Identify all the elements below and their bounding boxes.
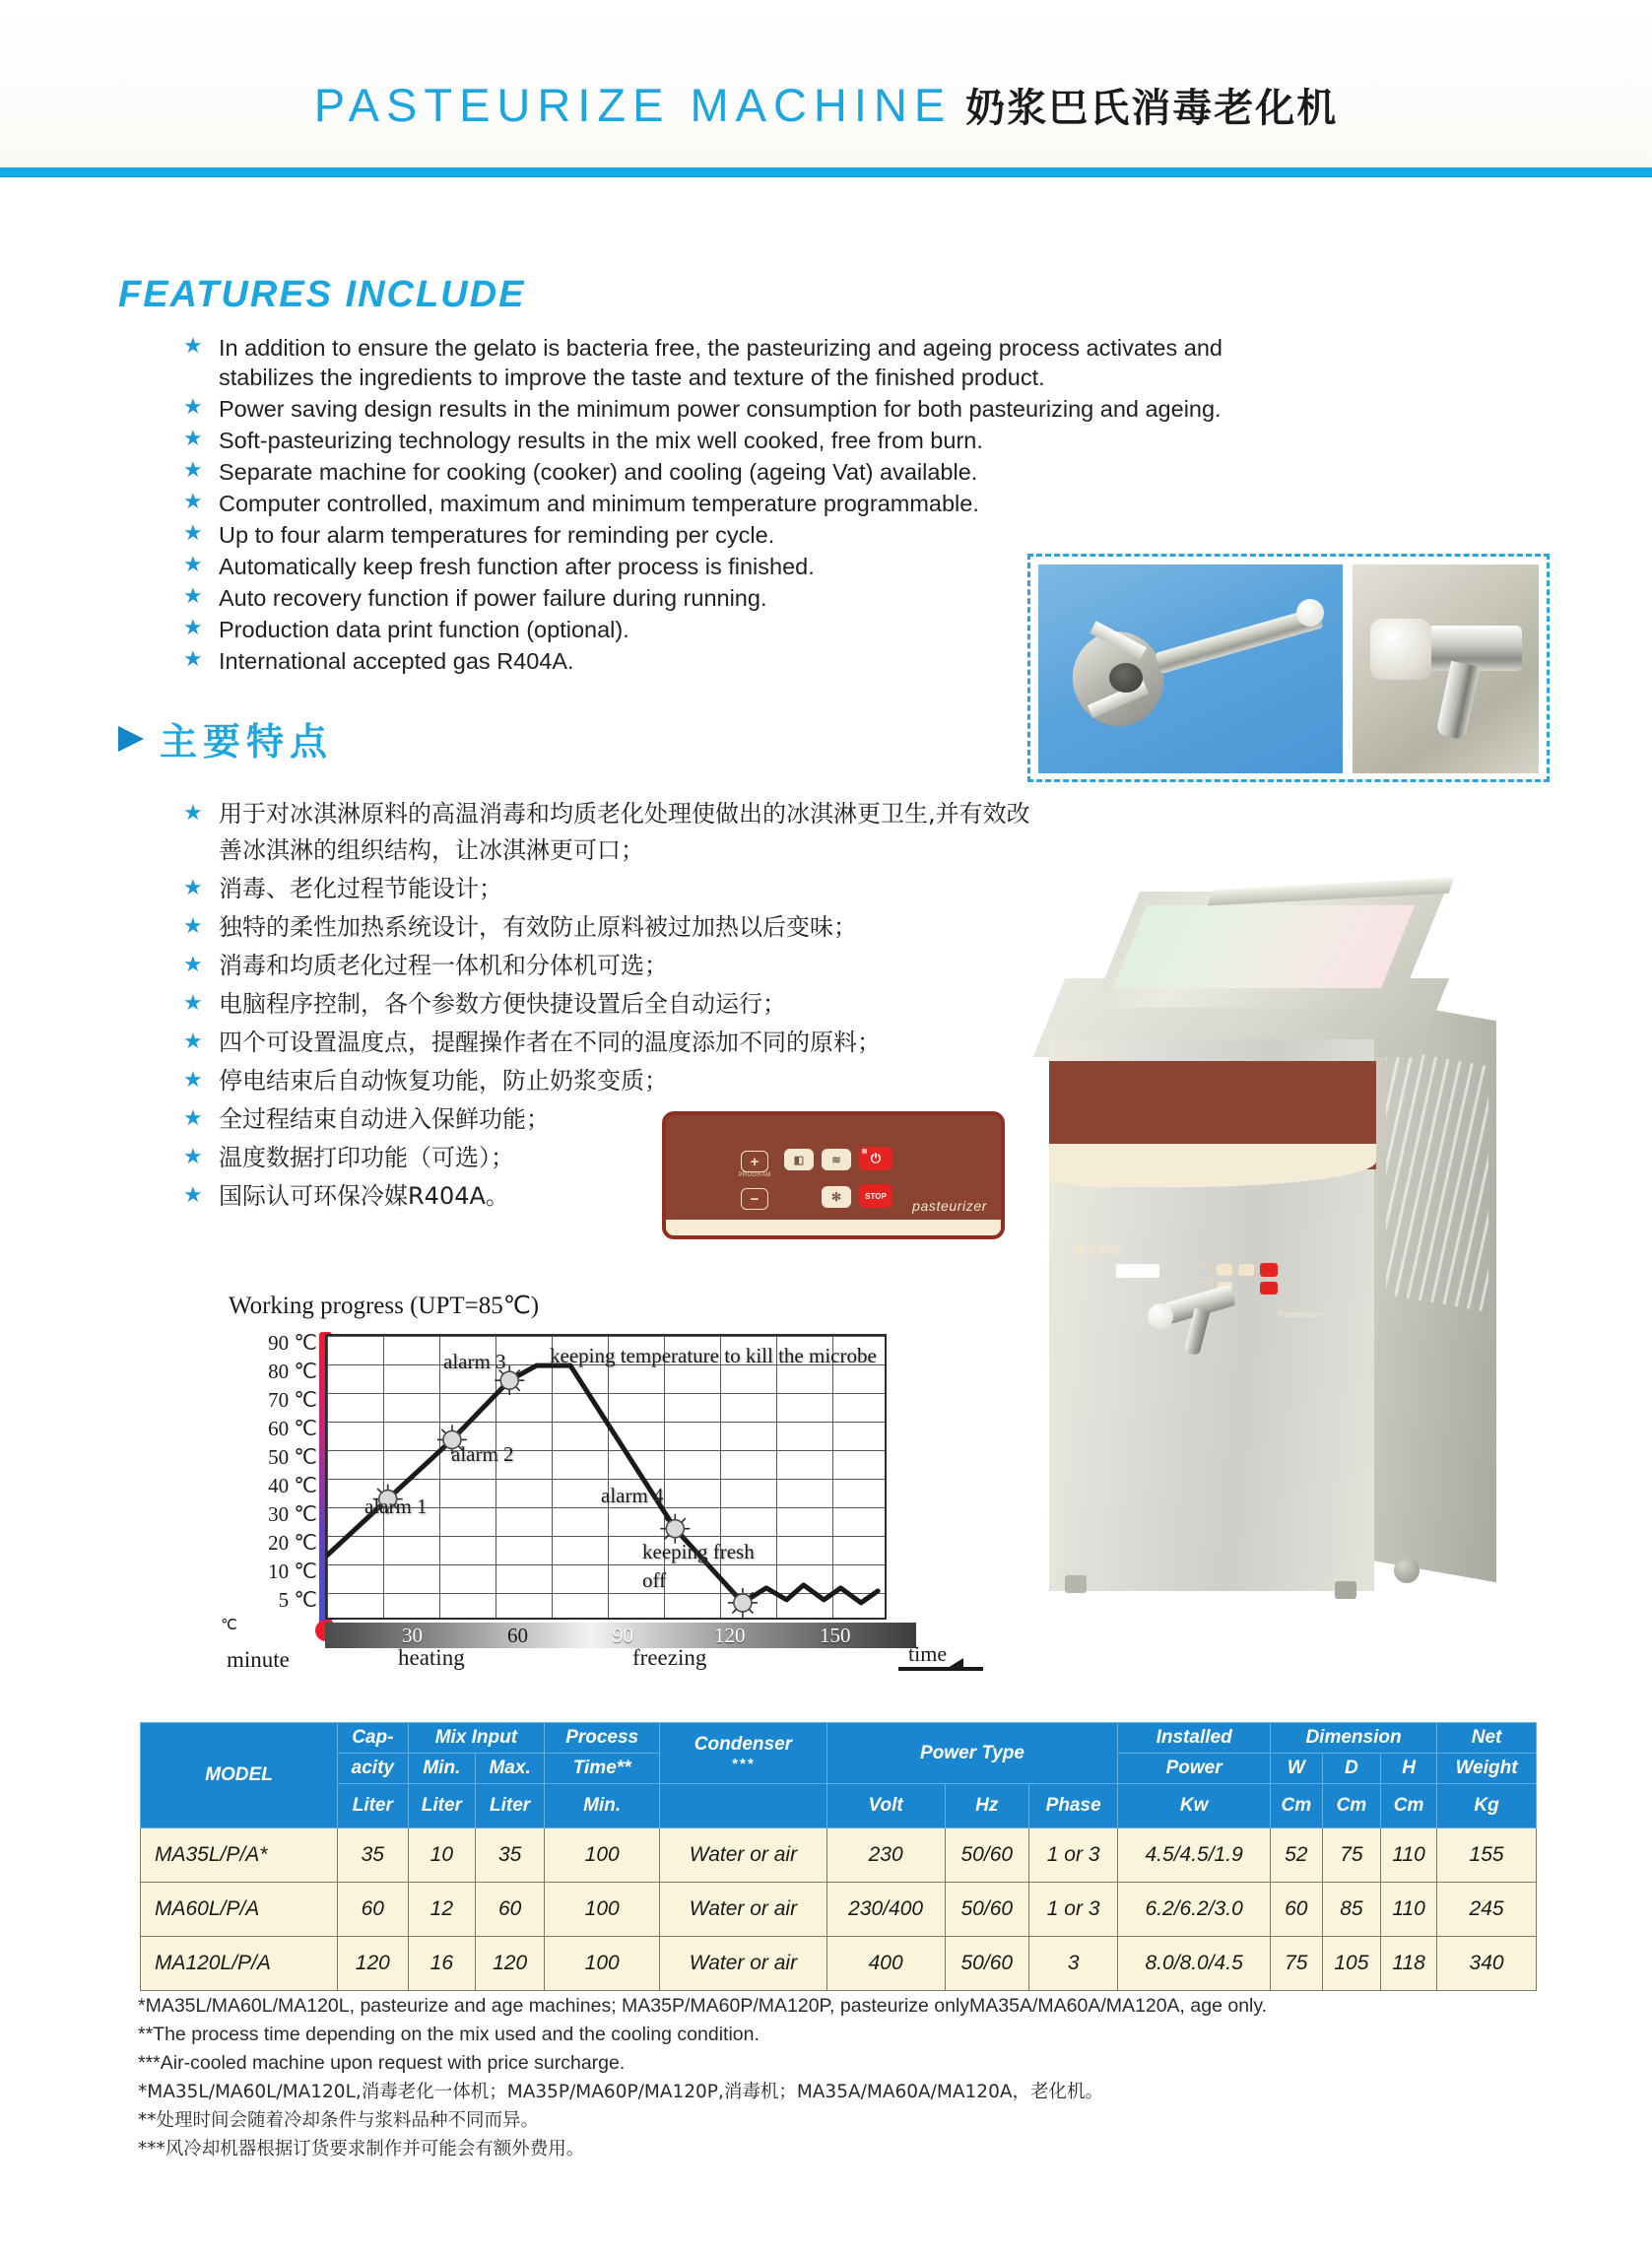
tap-body [1427,626,1522,671]
x-tick: 120 [714,1624,746,1647]
unit-phase: Phase [1028,1784,1117,1828]
footnote-line: *MA35L/MA60L/MA120L,消毒老化一体机；MA35P/MA60P/MA120P,消毒机；MA35A/MA60A/MA120A，老化机。 [138,2082,1103,2102]
agitator-photo [1038,564,1343,773]
list-item [183,796,1030,869]
machine-caster-wheel [1394,1558,1420,1583]
table-unit-row [141,1784,1537,1828]
cell-volt: 230/400 [826,1883,945,1937]
star-icon: ★ [183,913,203,938]
chart-axis-arrow-rule [898,1667,983,1671]
chart-plot-area [325,1334,887,1620]
cell-phase: 1 or 3 [1028,1828,1117,1883]
cell-min: 12 [408,1883,475,1937]
list-item-text: 电脑程序控制，各个参数方便快捷设置后全自动运行； [219,990,786,1018]
star-icon: ★ [183,875,203,899]
features-heading: FEATURES INCLUDE [118,274,526,315]
agitator-cap [1296,599,1324,627]
cell-hz: 50/60 [945,1828,1028,1883]
triangle-right-icon [118,726,144,752]
col-installed-2: Power [1118,1754,1271,1784]
list-item-text: Soft-pasteurizing technology results in the mix well cooked, free from burn. [219,428,983,453]
annotation-off: off [642,1568,667,1592]
table-header-row [141,1723,1537,1754]
list-item-text: 消毒和均质老化过程一体机和分体机可选； [219,952,668,979]
col-dimension: Dimension [1270,1723,1436,1754]
col-d: D [1322,1754,1380,1784]
col-process-2: Time** [545,1754,660,1784]
program-label: PROGRAM [738,1172,771,1178]
list-item [183,1025,1030,1061]
cell-process-time: 100 [545,1883,660,1937]
star-icon: ★ [183,990,203,1015]
chart-y-axis-labels [219,1330,317,1616]
cell-w: 75 [1270,1937,1322,1991]
features-heading-chinese [118,711,333,765]
table-body [141,1828,1537,1991]
cell-phase: 3 [1028,1937,1117,1991]
increment-button[interactable]: + [741,1151,768,1172]
cell-w: 52 [1270,1828,1322,1883]
y-tick: 40 ℃ [268,1474,317,1497]
unit-min: Liter [408,1784,475,1828]
cell-volt: 400 [826,1937,945,1991]
star-icon: ★ [183,583,203,608]
col-model: MODEL [141,1723,338,1828]
star-icon: ★ [183,800,203,825]
specification-table [140,1722,1537,1991]
col-mix-input: Mix Input [408,1723,545,1754]
list-item-text: 温度数据打印功能（可选）； [219,1144,514,1171]
star-icon: ★ [183,552,203,576]
cell-h: 110 [1381,1883,1437,1937]
cell-d: 75 [1322,1828,1380,1883]
star-icon: ★ [183,952,203,976]
unit-condenser [660,1784,826,1828]
col-net-2: Weight [1437,1754,1537,1784]
table-row [141,1828,1537,1883]
list-item [183,333,1296,392]
cell-power: 8.0/8.0/4.5 [1118,1937,1271,1991]
list-item [183,457,1296,487]
cell-d: 105 [1322,1937,1380,1991]
machine-mode-button[interactable] [1217,1264,1232,1276]
cell-power: 6.2/6.2/3.0 [1118,1883,1271,1937]
list-item [183,986,1030,1023]
machine-foot [1065,1575,1087,1593]
snowflake-icon[interactable]: ✻ [822,1186,851,1208]
star-icon: ★ [183,1105,203,1130]
annotation-alarm-4: alarm 4 [601,1484,664,1507]
star-icon: ★ [183,646,203,671]
unit-d: Cm [1322,1784,1380,1828]
cell-capacity: 120 [338,1937,409,1991]
unit-process-time: Min. [545,1784,660,1828]
y-tick: 80 ℃ [268,1360,317,1383]
col-max: Max. [476,1754,545,1784]
cell-weight: 245 [1437,1883,1537,1937]
list-item-text: 全过程结束自动进入保鲜功能； [219,1105,550,1133]
unit-capacity: Liter [338,1784,409,1828]
table-row [141,1937,1537,1991]
list-item-text: 停电结束后自动恢复功能，防止奶浆变质； [219,1067,668,1095]
list-item-text: Auto recovery function if power failure during running. [219,585,767,611]
cell-h: 110 [1381,1828,1437,1883]
chart-y-axis-unit: ℃ [221,1618,237,1633]
x-tick: 90 [613,1624,633,1647]
unit-w: Cm [1270,1784,1322,1828]
cell-hz: 50/60 [945,1883,1028,1937]
machine-panel-brand: Pasteurizer [1278,1309,1323,1319]
y-tick: 90 ℃ [268,1331,317,1355]
unit-hz: Hz [945,1784,1028,1828]
list-item-text: 国际认可环保冷媒R404A。 [219,1182,509,1210]
annotation-alarm-1: alarm 1 [364,1494,428,1518]
discharge-tap-photo [1353,564,1539,773]
list-item [183,394,1296,424]
cell-hz: 50/60 [945,1937,1028,1991]
list-item-text: Computer controlled, maximum and minimum temperature programmable. [219,491,979,516]
machine-tap-knob [1148,1303,1173,1329]
unit-volt: Volt [826,1784,945,1828]
col-process-1: Process [545,1723,660,1754]
machine-increment-button[interactable] [1195,1264,1213,1278]
annotation-keeping-fresh: keeping fresh [642,1540,755,1563]
cell-condenser: Water or air [660,1883,826,1937]
working-progress-chart [219,1291,967,1685]
control-panel-illustration [662,1111,1005,1239]
cell-d: 85 [1322,1883,1380,1937]
cell-condenser: Water or air [660,1937,826,1991]
star-icon: ★ [183,333,203,358]
col-condenser-label: Condenser [694,1734,793,1755]
y-tick: 30 ℃ [268,1502,317,1526]
machine-heat-button[interactable] [1238,1264,1254,1276]
cell-w: 60 [1270,1883,1322,1937]
list-item-text: 用于对冰淇淋原料的高温消毒和均质老化处理使做出的冰淇淋更卫生,并有效改善冰淇淋的组织结构，让冰淇淋更可口； [219,800,1030,864]
list-item [183,1063,1030,1099]
tap-spout [1435,661,1480,741]
cell-model: MA35L/P/A* [141,1828,338,1883]
unit-power: Kw [1118,1784,1271,1828]
star-icon: ★ [183,1029,203,1053]
list-item [183,909,1030,946]
y-tick: 50 ℃ [268,1445,317,1469]
page-header [0,0,1652,175]
list-item [183,948,1030,984]
list-item-text: Power saving design results in the minimum power consumption for both pasteurizing and ageing. [219,396,1222,422]
footnotes-block [138,1992,1537,2163]
list-item-text: Automatically keep fresh function after process is finished. [219,554,815,579]
stop-button[interactable]: STOP [859,1184,892,1208]
heat-mode-icon[interactable]: ≋ [822,1149,851,1170]
header-divider-rule [0,167,1652,176]
chart-title: Working progress (UPT=85℃) [229,1293,540,1319]
machine-power-button[interactable] [1260,1263,1278,1277]
list-item [183,426,1296,455]
y-tick: 20 ℃ [268,1531,317,1555]
accessory-photo-group [1027,554,1550,782]
star-icon: ★ [183,394,203,419]
star-icon: ★ [183,1182,203,1207]
machine-vent-grille [1386,1048,1488,1312]
chart-axis-arrow-icon [948,1658,963,1668]
panel-brand-label: pasteurizer [912,1198,987,1214]
y-tick: 10 ℃ [268,1560,317,1583]
features-heading-chinese-text: 主要特点 [160,722,334,764]
col-h: H [1381,1754,1437,1784]
header-title [0,77,1652,133]
tap-knob [1370,619,1431,680]
col-net-1: Net [1437,1723,1537,1754]
cell-volt: 230 [826,1828,945,1883]
cell-min: 16 [408,1937,475,1991]
col-capacity-1: Cap- [338,1723,409,1754]
page-title-english: PASTEURIZE MACHINE [313,79,953,131]
cell-power: 4.5/4.5/1.9 [1118,1828,1271,1883]
list-item-text: 独特的柔性加热系统设计，有效防止原料被过加热以后变味； [219,913,857,941]
cell-max: 60 [476,1883,545,1937]
col-power-type: Power Type [826,1723,1118,1784]
x-tick: 150 [820,1624,851,1647]
list-item-text: Production data print function (optional). [219,617,629,642]
col-capacity-2: acity [338,1754,409,1784]
table-row [141,1883,1537,1937]
cell-min: 10 [408,1828,475,1883]
col-w: W [1270,1754,1322,1784]
annotation-alarm-3: alarm 3 [443,1350,506,1373]
footnote-line: **处理时间会随着冷却条件与浆料品种不同而异。 [138,2110,540,2131]
machine-brand-logo: 维尔利特 [1075,1245,1122,1257]
star-icon: ★ [183,457,203,482]
cell-condenser: Water or air [660,1828,826,1883]
cell-max: 35 [476,1828,545,1883]
machine-photo [1039,892,1502,1640]
list-item-text: Up to four alarm temperatures for reminding per cycle. [219,522,775,548]
list-item-text: In addition to ensure the gelato is bacteria free, the pasteurizing and ageing process activates and stabilizes the ingredients to improve the taste and texture of the finished product. [219,335,1222,390]
list-item [183,871,1030,907]
unit-weight: Kg [1437,1784,1537,1828]
y-tick: 5 ℃ [278,1588,317,1612]
list-item [183,520,1296,550]
power-led-icon [862,1149,867,1154]
cell-weight: 340 [1437,1937,1537,1991]
cell-h: 118 [1381,1937,1437,1991]
col-min: Min. [408,1754,475,1784]
annotation-keeping-temperature: keeping temperature to kill the microbe [550,1344,877,1367]
footnote-line: ***风冷却机器根据订货要求制作并可能会有额外费用。 [138,2139,585,2159]
machine-foot [1335,1581,1356,1599]
machine-lid-pane [1113,905,1415,988]
unit-h: Cm [1381,1784,1437,1828]
cell-model: MA120L/P/A [141,1937,338,1991]
cell-model: MA60L/P/A [141,1883,338,1937]
x-tick: 30 [402,1624,423,1647]
annotation-alarm-2: alarm 2 [451,1442,514,1466]
star-icon: ★ [183,1144,203,1168]
table-header [141,1723,1537,1828]
cell-phase: 1 or 3 [1028,1883,1117,1937]
col-installed-1: Installed [1118,1723,1271,1754]
footnote-line: ***Air-cooled machine upon request with price surcharge. [138,2052,626,2074]
pasteurize-mode-icon[interactable]: ◧ [784,1149,814,1170]
chart-phase-heating: heating [398,1645,465,1670]
chart-x-axis-unit: minute [227,1647,290,1672]
footnote-line: *MA35L/MA60L/MA120L, pasteurize and age machines; MA35P/MA60P/MA120P, pasteurize onlyMA35A/MA60A/MA120A, age only. [138,1995,1268,2017]
cell-capacity: 35 [338,1828,409,1883]
unit-max: Liter [476,1784,545,1828]
panel-bottom-trim [666,1220,1001,1235]
y-tick: 60 ℃ [268,1417,317,1440]
page-title-chinese: 奶浆巴氏消毒老化机 [965,87,1339,130]
cell-capacity: 60 [338,1883,409,1937]
power-button[interactable]: ⏻ [859,1147,892,1170]
y-tick: 70 ℃ [268,1388,317,1412]
star-icon: ★ [183,426,203,450]
list-item [183,489,1296,518]
machine-stop-button[interactable] [1260,1282,1278,1295]
col-condenser [660,1723,826,1784]
star-icon: ★ [183,489,203,513]
star-icon: ★ [183,520,203,545]
chart-line-svg [327,1336,885,1618]
footnote-line: **The process time depending on the mix used and the cooling condition. [138,2024,760,2045]
chart-phase-freezing: freezing [632,1645,707,1670]
list-item-text: Separate machine for cooking (cooker) and cooling (ageing Vat) available. [219,459,978,485]
cell-max: 120 [476,1937,545,1991]
star-icon: ★ [183,1067,203,1092]
machine-display [1116,1264,1159,1278]
agitator-hub [1109,663,1143,693]
chart-x-axis-label: time [908,1641,948,1666]
cell-process-time: 100 [545,1828,660,1883]
decrement-button[interactable]: − [741,1188,768,1210]
list-item-text: International accepted gas R404A. [219,648,574,674]
list-item-text: 四个可设置温度点，提醒操作者在不同的温度添加不同的原料； [219,1029,881,1056]
list-item-text: 消毒、老化过程节能设计； [219,875,502,902]
cell-process-time: 100 [545,1937,660,1991]
cell-weight: 155 [1437,1828,1537,1883]
x-tick: 60 [507,1624,528,1647]
col-condenser-stars: *** [731,1756,756,1772]
star-icon: ★ [183,615,203,639]
